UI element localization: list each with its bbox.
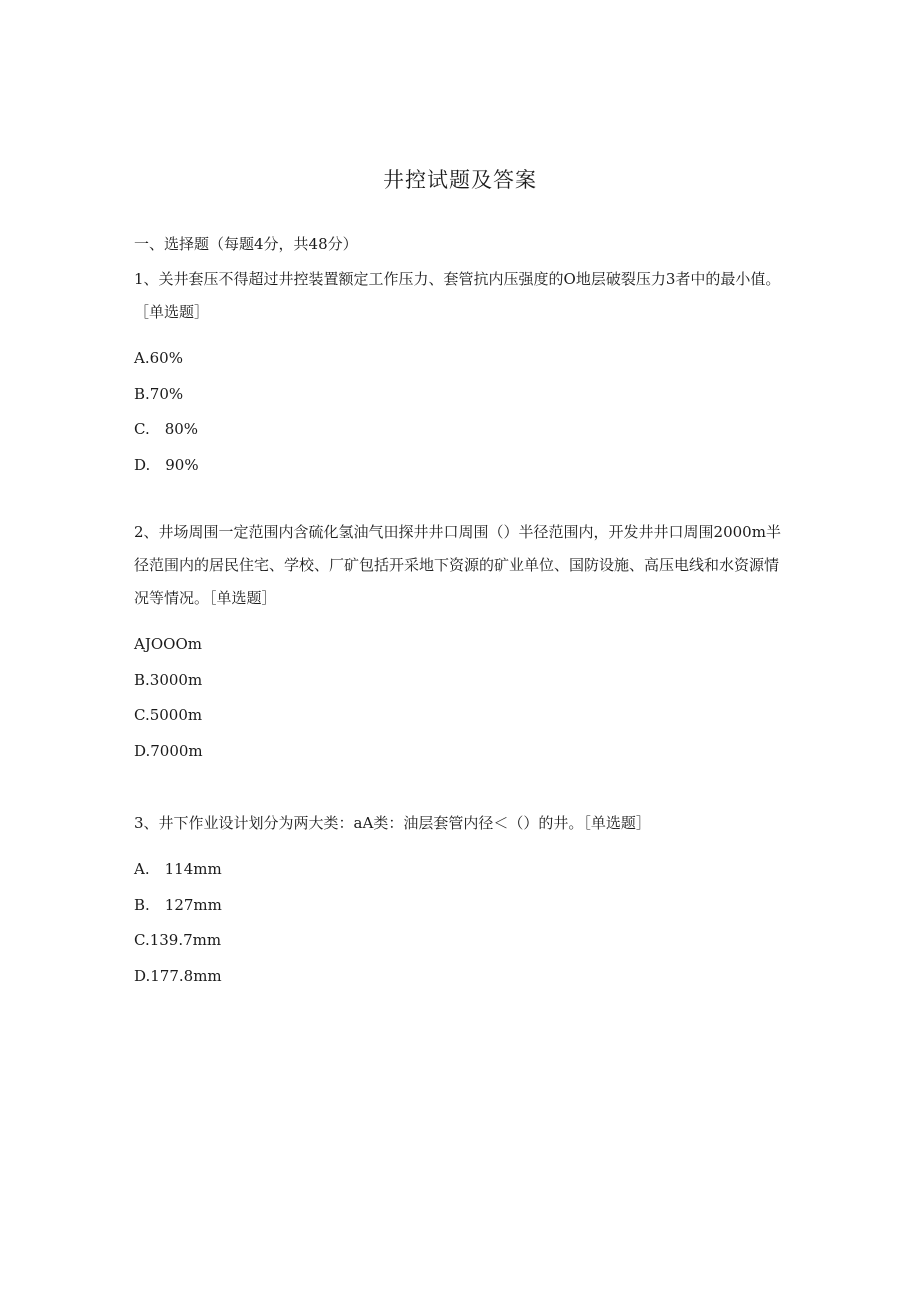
- question-3-text: 3、井下作业设计划分为两大类：aA类：油层套管内径＜（）的井。［单选题］: [134, 814, 651, 832]
- question-2-option-a[interactable]: AJOOOm: [134, 635, 202, 653]
- question-1-text: 1、关井套压不得超过井控装置额定工作压力、套管抗内压强度的O地层破裂压力3者中的最小值。［单选题］: [134, 270, 781, 321]
- question-3-option-b[interactable]: B. 127mm: [134, 895, 222, 914]
- question-1-option-c[interactable]: C. 80%: [134, 420, 199, 438]
- document-title: 井控试题及答案: [383, 168, 537, 192]
- question-2-option-c[interactable]: C.5000m: [134, 706, 203, 724]
- section-heading: 一、选择题（每题4分，共48分）: [134, 235, 358, 253]
- question-3-option-d[interactable]: D.177.8mm: [134, 966, 222, 985]
- question-1-option-d[interactable]: D. 90%: [134, 455, 199, 474]
- question-1-option-b[interactable]: B.70%: [134, 384, 184, 403]
- question-3-option-a[interactable]: A. 114mm: [134, 860, 222, 878]
- question-2-options: [134, 627, 784, 769]
- question-3-option-c[interactable]: C.139.7mm: [134, 931, 222, 949]
- question-1: [134, 263, 784, 483]
- question-1-option-a[interactable]: A.60%: [134, 349, 183, 367]
- question-3-options: [134, 852, 784, 994]
- question-3: [134, 807, 784, 994]
- question-2-option-b[interactable]: B.3000m: [134, 670, 203, 689]
- question-2-option-d[interactable]: D.7000m: [134, 741, 203, 760]
- question-1-options: [134, 341, 784, 483]
- question-2: [134, 516, 784, 769]
- question-2-text: 2、井场周围一定范围内含硫化氢油气田探井井口周围（）半径范围内，开发井井口周围2000m半径范围内的居民住宅、学校、厂矿包括开采地下资源的矿业单位、国防设施、高压电线和水资源情况等情况。［单选题］: [134, 523, 781, 607]
